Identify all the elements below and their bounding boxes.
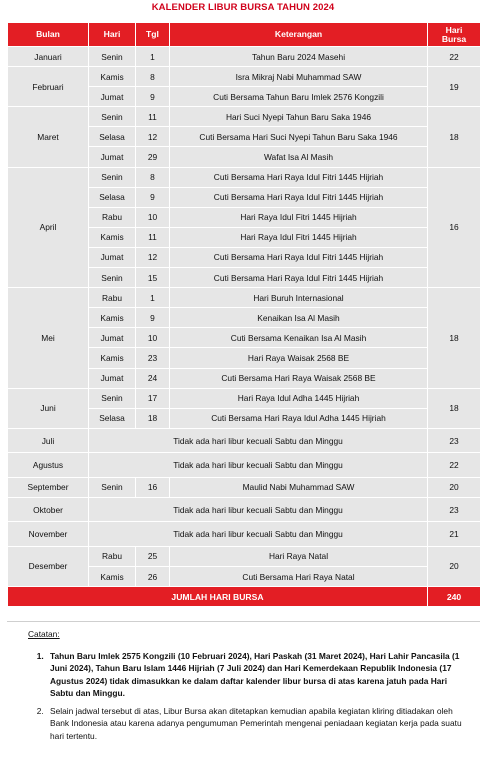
date-cell: 16 (136, 477, 170, 497)
divider (7, 621, 480, 622)
description-cell: Cuti Bersama Hari Raya Waisak 2568 BE (170, 368, 428, 388)
table-header-row (8, 23, 481, 47)
header-hari-bursa-line2: Bursa (441, 33, 467, 44)
day-cell: Jumat (89, 247, 136, 267)
month-name: September (8, 477, 89, 497)
trading-days-cell: 21 (428, 522, 481, 547)
day-cell: Senin (89, 477, 136, 497)
day-cell: Kamis (89, 348, 136, 368)
day-cell: Senin (89, 167, 136, 187)
table-row (8, 453, 481, 478)
table-row (8, 47, 481, 67)
description-cell: Hari Raya Idul Adha 1445 Hijriah (170, 388, 428, 408)
day-cell: Rabu (89, 546, 136, 566)
header-hari-bursa (428, 23, 481, 47)
day-cell: Senin (89, 388, 136, 408)
table-row (8, 497, 481, 522)
day-cell: Kamis (89, 227, 136, 247)
header-bulan: Bulan (8, 23, 89, 47)
notes-list (28, 650, 468, 743)
description-cell: Cuti Bersama Hari Raya Natal (170, 566, 428, 586)
description-cell: Hari Raya Waisak 2568 BE (170, 348, 428, 368)
date-cell: 11 (136, 107, 170, 127)
month-name: Maret (8, 107, 89, 167)
date-cell: 1 (136, 47, 170, 67)
header-hari-bursa-line1: Hari (445, 24, 463, 35)
table-row (8, 288, 481, 308)
day-cell: Selasa (89, 187, 136, 207)
day-cell: Senin (89, 268, 136, 288)
day-cell: Jumat (89, 147, 136, 167)
day-cell: Senin (89, 107, 136, 127)
date-cell: 29 (136, 147, 170, 167)
no-holiday-cell: Tidak ada hari libur kecuali Sabtu dan Minggu (89, 453, 428, 478)
description-cell: Isra Mikraj Nabi Muhammad SAW (170, 67, 428, 87)
header-tgl: Tgl (136, 23, 170, 47)
description-cell: Cuti Bersama Hari Suci Nyepi Tahun Baru Saka 1946 (170, 127, 428, 147)
no-holiday-cell: Tidak ada hari libur kecuali Sabtu dan Minggu (89, 497, 428, 522)
month-name: Juni (8, 388, 89, 428)
no-holiday-cell: Tidak ada hari libur kecuali Sabtu dan Minggu (89, 522, 428, 547)
notes-section (28, 628, 468, 747)
description-cell: Maulid Nabi Muhammad SAW (170, 477, 428, 497)
description-cell: Cuti Bersama Hari Raya Idul Fitri 1445 Hijriah (170, 187, 428, 207)
date-cell: 17 (136, 388, 170, 408)
table-row (8, 107, 481, 127)
date-cell: 9 (136, 187, 170, 207)
trading-days-cell: 22 (428, 453, 481, 478)
date-cell: 15 (136, 268, 170, 288)
description-cell: Wafat Isa Al Masih (170, 147, 428, 167)
description-cell: Cuti Bersama Hari Raya Idul Adha 1445 Hijriah (170, 408, 428, 428)
description-cell: Kenaikan Isa Al Masih (170, 308, 428, 328)
day-cell: Jumat (89, 87, 136, 107)
description-cell: Cuti Bersama Kenaikan Isa Al Masih (170, 328, 428, 348)
note-item-1: 1. Tahun Baru Imlek 2575 Kongzili (10 Februari 2024), Hari Paskah (31 Maret 2024), Hari Lahir Pancasila (1 Juni 2024), Tahun Baru Islam 1446 Hijriah (7 Juli 2024) dan Hari Kemerdekaan Republik Indonesia (17 Agustus 2024) tidak dimasukkan ke dalam daftar kalender libur bursa di atas karena jatuh pada Hari Sabtu dan Minggu. (46, 650, 468, 700)
month-name: Oktober (8, 497, 89, 522)
header-keterangan: Keterangan (170, 23, 428, 47)
date-cell: 11 (136, 227, 170, 247)
date-cell: 26 (136, 566, 170, 586)
trading-days-cell: 18 (428, 107, 481, 167)
month-name: Agustus (8, 453, 89, 478)
date-cell: 18 (136, 408, 170, 428)
description-cell: Cuti Bersama Hari Raya Idul Fitri 1445 Hijriah (170, 268, 428, 288)
trading-days-cell: 18 (428, 288, 481, 388)
description-cell: Cuti Bersama Hari Raya Idul Fitri 1445 Hijriah (170, 167, 428, 187)
day-cell: Selasa (89, 127, 136, 147)
month-name: November (8, 522, 89, 547)
day-cell: Rabu (89, 207, 136, 227)
month-name: Mei (8, 288, 89, 388)
table-row (8, 477, 481, 497)
month-name: Juli (8, 428, 89, 453)
description-cell: Hari Raya Idul Fitri 1445 Hijriah (170, 207, 428, 227)
date-cell: 10 (136, 207, 170, 227)
date-cell: 25 (136, 546, 170, 566)
total-label: JUMLAH HARI BURSA (8, 587, 428, 607)
trading-days-cell: 20 (428, 546, 481, 586)
table-row (8, 388, 481, 408)
date-cell: 9 (136, 87, 170, 107)
day-cell: Jumat (89, 328, 136, 348)
table-row (8, 522, 481, 547)
trading-days-cell: 23 (428, 497, 481, 522)
table-row (8, 428, 481, 453)
trading-days-cell: 22 (428, 47, 481, 67)
table-row (8, 167, 481, 187)
header-hari: Hari (89, 23, 136, 47)
description-cell: Cuti Bersama Hari Raya Idul Fitri 1445 Hijriah (170, 247, 428, 267)
month-name: April (8, 167, 89, 288)
trading-days-cell: 20 (428, 477, 481, 497)
description-cell: Hari Buruh Internasional (170, 288, 428, 308)
date-cell: 8 (136, 67, 170, 87)
notes-heading: Catatan: (28, 629, 60, 639)
day-cell: Selasa (89, 408, 136, 428)
date-cell: 9 (136, 308, 170, 328)
description-cell: Tahun Baru 2024 Masehi (170, 47, 428, 67)
page-title: KALENDER LIBUR BURSA TAHUN 2024 (151, 2, 335, 13)
date-cell: 8 (136, 167, 170, 187)
trading-days-cell: 23 (428, 428, 481, 453)
trading-days-cell: 16 (428, 167, 481, 288)
total-row (8, 587, 481, 607)
date-cell: 12 (136, 247, 170, 267)
description-cell: Hari Raya Natal (170, 546, 428, 566)
date-cell: 1 (136, 288, 170, 308)
no-holiday-cell: Tidak ada hari libur kecuali Sabtu dan Minggu (89, 428, 428, 453)
date-cell: 12 (136, 127, 170, 147)
month-name: Desember (8, 546, 89, 586)
trading-days-cell: 19 (428, 67, 481, 107)
total-value: 240 (428, 587, 481, 607)
description-cell: Hari Suci Nyepi Tahun Baru Saka 1946 (170, 107, 428, 127)
date-cell: 23 (136, 348, 170, 368)
trading-days-cell: 18 (428, 388, 481, 428)
note-item-2: 2. Selain jadwal tersebut di atas, Libur Bursa akan ditetapkan kemudian apabila kegiatan kliring ditiadakan oleh Bank Indonesia atau karena adanya pengumuman Pemerintah mengenai peniadaan kegiatan kerja pada suatu hari tertentu. (46, 705, 468, 743)
date-cell: 24 (136, 368, 170, 388)
day-cell: Senin (89, 47, 136, 67)
day-cell: Kamis (89, 566, 136, 586)
day-cell: Kamis (89, 308, 136, 328)
month-name: Februari (8, 67, 89, 107)
day-cell: Rabu (89, 288, 136, 308)
description-cell: Cuti Bersama Tahun Baru Imlek 2576 Kongzili (170, 87, 428, 107)
holiday-calendar-table (7, 22, 481, 607)
day-cell: Kamis (89, 67, 136, 87)
table-row (8, 546, 481, 566)
table-body (8, 47, 481, 607)
table-row (8, 67, 481, 87)
date-cell: 10 (136, 328, 170, 348)
day-cell: Jumat (89, 368, 136, 388)
month-name: Januari (8, 47, 89, 67)
description-cell: Hari Raya Idul Fitri 1445 Hijriah (170, 227, 428, 247)
